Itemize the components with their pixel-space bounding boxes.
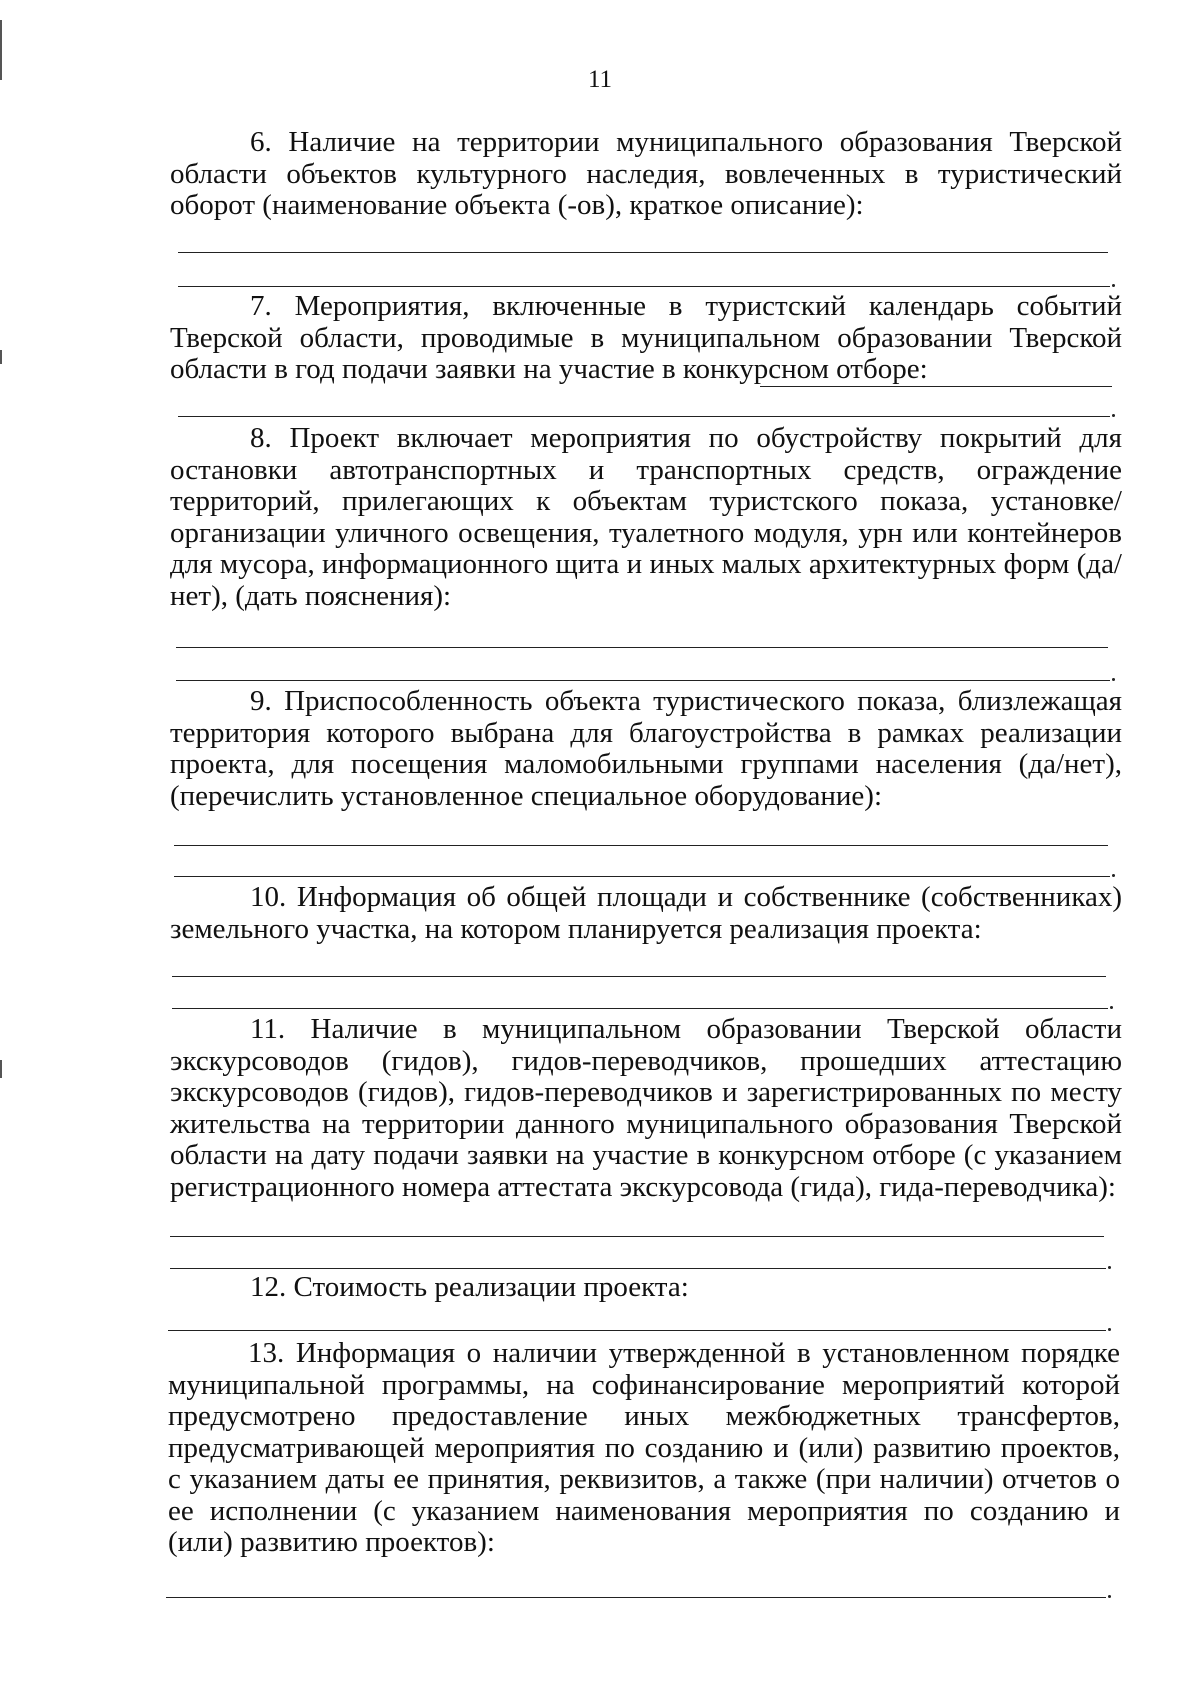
answer-line-end-dot — [1112, 874, 1115, 877]
section-6-body: 6. Наличие на территории муниципального образования Тверской области объектов культурного наследия, вовлеченных в туристический оборот (наименование объекта (-ов), краткое описание): — [170, 126, 1122, 221]
section-11-text — [170, 1014, 1122, 1203]
answer-line-end-dot — [1108, 1328, 1111, 1331]
section-7-body: 7. Мероприятия, включенные в туристский календарь событий Тверской области, проводимые в муниципальном образовании Тверской области в год подачи заявки на участие в конкурсном отборе: — [170, 290, 1122, 385]
answer-line-end-dot — [1112, 678, 1115, 681]
answer-line — [178, 416, 1110, 417]
answer-line — [176, 680, 1110, 681]
answer-line — [176, 647, 1108, 648]
page-number: 11 — [587, 66, 613, 93]
answer-line — [168, 1330, 1106, 1331]
answer-line-end-dot — [1108, 1595, 1111, 1598]
answer-line — [172, 1008, 1108, 1009]
answer-line — [174, 845, 1108, 846]
section-9-body: 9. Приспособленность объекта туристического показа, близлежащая территория которого выбрана для благоустройства в рамках реализации проекта, для посещения маломобильными группами населения (да/нет), (перечислить установленное специальное оборудование): — [170, 685, 1122, 812]
answer-line — [170, 1268, 1106, 1269]
answer-line-end-dot — [1108, 1266, 1111, 1269]
answer-line-inline — [760, 386, 1112, 387]
answer-line — [178, 286, 1110, 287]
section-7-text — [170, 291, 1122, 386]
section-13-text — [168, 1338, 1120, 1559]
scan-edge-mark — [0, 1060, 2, 1078]
answer-line — [170, 1236, 1104, 1237]
section-10-body: 10. Информация об общей площади и собственнике (собственниках) земельного участка, на котором планируется реализация проекта: — [170, 881, 1122, 945]
section-12-text — [170, 1272, 1122, 1304]
section-10-text — [170, 882, 1122, 945]
section-9-text — [170, 686, 1122, 812]
answer-line-end-dot — [1110, 1006, 1113, 1009]
answer-line — [172, 976, 1106, 977]
section-12-body: 12. Стоимость реализации проекта: — [250, 1271, 689, 1303]
answer-line — [178, 252, 1108, 253]
answer-line — [174, 876, 1110, 877]
section-8-text — [170, 423, 1122, 612]
section-13-body: 13. Информация о наличии утвержденной в установленном порядке муниципальной программы, на софинансирование мероприятий которой предусмотрено предоставление иных межбюджетных трансфертов, предусматривающей мероприятия по созданию и (или) развитию проектов, с указанием даты ее принятия, реквизитов, а также (при наличии) отчетов о ее исполнении (с указанием наименования мероприятия по созданию и (или) развитию проектов): — [168, 1337, 1120, 1558]
section-11-body: 11. Наличие в муниципальном образовании Тверской области экскурсоводов (гидов), гидов-переводчиков, прошедших аттестацию экскурсоводов (гидов), гидов-переводчиков и зарегистрированных по месту жительства на территории данного муниципального образования Тверской области на дату подачи заявки на участие в конкурсном отборе (с указанием регистрационного номера аттестата экскурсовода (гида), гида-переводчика): — [170, 1013, 1122, 1203]
section-8-body: 8. Проект включает мероприятия по обустройству покрытий для остановки автотранспортных и транспортных средств, ограждение территорий, прилегающих к объектам туристского показа, установке/организации уличного освещения, туалетного модуля, урн или контейнеров для мусора, информационного щита и иных малых архитектурных форм (да/нет), (дать пояснения): — [170, 422, 1122, 612]
answer-line-end-dot — [1112, 414, 1115, 417]
answer-line — [166, 1597, 1106, 1598]
section-6-text — [170, 127, 1122, 222]
scan-edge-mark — [0, 350, 2, 364]
answer-line-end-dot — [1112, 284, 1115, 287]
